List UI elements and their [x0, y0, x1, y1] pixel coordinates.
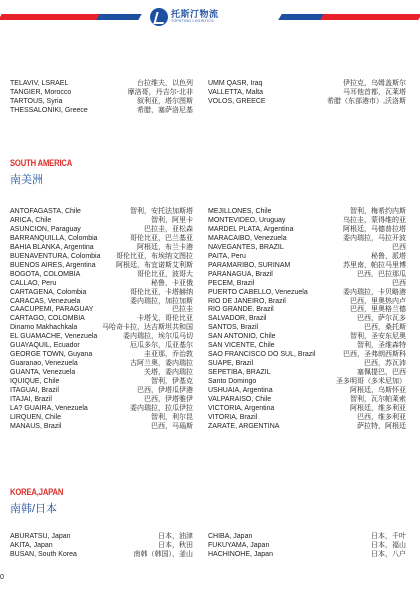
port-name-en: MONTEVIDEO, Uruguay: [208, 216, 286, 224]
port-name-en: PUERTO CABELLO, Venezuela: [208, 288, 308, 296]
port-name-en: THESSALONIKI, Greece: [10, 106, 88, 114]
port-name-en: AKITA, Japan: [10, 541, 53, 549]
port-row: [208, 387, 406, 396]
port-row: [208, 333, 406, 342]
port-row: [208, 217, 406, 226]
port-name-en: SAN ANTONIO, Chile: [208, 333, 276, 341]
port-name-en: CARTAGENA, Colombia: [10, 288, 87, 296]
port-name-en: Dinamo Makhachkala: [10, 324, 78, 332]
port-name-cn: 萨拉特，阿根廷: [357, 422, 406, 430]
port-name-cn: 塞佩提巴，巴西: [357, 369, 406, 377]
port-name-cn: 阿根廷，布宜诺斯艾利斯: [116, 261, 193, 269]
port-name-cn: 智利，圣维森特: [357, 342, 406, 350]
header-stripe-right: [278, 14, 420, 20]
port-row: [10, 244, 193, 253]
port-name-cn: 智利，伊基克: [151, 378, 193, 386]
port-row: [10, 208, 193, 217]
port-row: [208, 423, 406, 432]
port-name-cn: 智利，圣安东尼奥: [350, 333, 406, 341]
page-header: [0, 0, 420, 34]
port-row: [208, 533, 406, 542]
port-name-cn: 智利，阿里卡: [151, 216, 193, 224]
port-name-cn: 哥伦比亚，巴兰基亚: [130, 234, 193, 242]
port-name-en: ANTOFAGASTA, Chile: [10, 208, 81, 215]
port-row: [208, 280, 406, 289]
port-row: [208, 551, 406, 560]
port-row: [10, 333, 193, 342]
port-row: [10, 414, 193, 423]
port-name-cn: 巴西，伊塔瓜伊港: [137, 387, 193, 395]
port-row: [208, 405, 406, 414]
port-name-en: FUKUYAMA, Japan: [208, 541, 270, 549]
port-name-cn: 哥伦比亚，卡塔赫纳: [130, 288, 193, 296]
port-name-en: MARDEL PLATA, Argentina: [208, 225, 294, 233]
port-name-cn: 日本，八户: [371, 550, 406, 558]
port-name-en: PECEM, Brazil: [208, 279, 255, 287]
port-name-en: ARICA, Chile: [10, 216, 52, 224]
port-row: [208, 253, 406, 262]
port-name-en: EL GUAMACHE, Venezuela: [10, 333, 98, 341]
port-name-en: PAITA, Peru: [208, 252, 246, 260]
port-name-cn: 巴西，苏瓦沛: [364, 360, 406, 368]
port-name-cn: 智利，梅希约内斯: [350, 208, 406, 215]
port-name-cn: 希腊，塞萨洛尼基: [137, 106, 193, 114]
port-name-en: USHUAIA, Argentina: [208, 387, 273, 395]
port-name-cn: 日本，千叶: [371, 533, 406, 540]
port-name-en: BARRANQUILLA, Colombia: [10, 234, 98, 242]
port-name-en: LIRQUEN, Chile: [10, 413, 61, 421]
port-name-en: CHIBA, Japan: [208, 533, 253, 540]
port-name-cn: 巴西: [392, 279, 406, 287]
port-row: [208, 244, 406, 253]
port-name-cn: 秘鲁，派塔: [371, 252, 406, 260]
port-row: [10, 98, 193, 107]
company-logo: [150, 7, 219, 27]
port-row: [208, 235, 406, 244]
port-name-en: VALPARAISO, Chile: [208, 396, 272, 404]
port-row: [10, 217, 193, 226]
port-name-cn: 哥伦比亚，波哥大: [137, 270, 193, 278]
port-name-en: ITAGUAI, Brazil: [10, 387, 59, 395]
port-name-cn: 委内瑞拉，加拉加斯: [130, 297, 193, 305]
port-name-cn: 马耳他首都，瓦莱塔: [343, 88, 406, 96]
port-name-cn: 厄瓜多尔，瓜亚基尔: [130, 342, 193, 350]
port-name-en: SEPETIBA, BRAZIL: [208, 369, 271, 377]
logo-icon: [150, 8, 168, 26]
port-name-en: HACHINOHE, Japan: [208, 550, 273, 558]
port-name-en: GEORGE TOWN, Guyana: [10, 351, 93, 359]
port-name-cn: 台拉维夫，以色列: [137, 80, 193, 87]
port-name-cn: 希腊（东部港市）,沃洛斯: [327, 97, 406, 105]
port-name-cn: 巴西，桑托斯: [364, 324, 406, 332]
port-name-cn: 委内瑞拉，马拉开波: [343, 234, 406, 242]
port-name-en: GUAYAQUIL, Ecuador: [10, 342, 80, 350]
port-name-en: CARACAS, Venezuela: [10, 297, 81, 305]
south-america-ports-left: [10, 208, 193, 432]
port-row: [208, 414, 406, 423]
port-row: [208, 351, 406, 360]
port-name-en: TARTOUS, Syria: [10, 97, 63, 105]
port-name-en: VALLETTA, Malta: [208, 88, 263, 96]
port-row: [10, 542, 193, 551]
port-name-cn: 巴西，萨尔瓦多: [357, 315, 406, 323]
port-name-en: UMM QASR, Iraq: [208, 80, 263, 87]
port-name-en: VICTORIA, Argentina: [208, 404, 275, 412]
port-name-en: BUENAVENTURA, Colombia: [10, 252, 101, 260]
port-row: [10, 262, 193, 271]
port-name-en: SAO FRANCISCO DO SUL, Brazil: [208, 351, 316, 359]
port-name-cn: 智利，安托法加斯塔: [130, 208, 193, 215]
port-name-en: ASUNCION, Paraguay: [10, 225, 81, 233]
korea-japan-ports-right: [208, 533, 406, 560]
port-name-cn: 巴西，伊塔雅伊: [144, 396, 193, 404]
port-name-cn: 摩洛哥，丹吉尔-北非: [127, 88, 193, 96]
port-name-en: SAN VICENTE, Chile: [208, 342, 275, 350]
port-row: [208, 289, 406, 298]
korea-japan-ports-left: [10, 533, 193, 560]
port-row: [10, 360, 193, 369]
port-row: [208, 542, 406, 551]
port-row: [208, 324, 406, 333]
port-name-en: Guaranao, Venezuela: [10, 360, 78, 368]
port-name-cn: 阿根廷，乌斯怀亚: [350, 387, 406, 395]
port-name-cn: 巴西，里奥热内卢: [350, 297, 406, 305]
section-title-south-america: SOUTH AMERICA: [10, 158, 73, 168]
port-row: [10, 280, 193, 289]
port-row: [208, 342, 406, 351]
port-row: [10, 405, 193, 414]
port-row: [10, 551, 193, 560]
south-america-ports-right: [208, 208, 406, 432]
port-row: [10, 369, 193, 378]
port-row: [10, 378, 193, 387]
port-row: [208, 98, 406, 107]
port-row: [208, 89, 406, 98]
port-name-en: CALLAO, Peru: [10, 279, 57, 287]
port-row: [208, 271, 406, 280]
port-name-en: SUAPE, Brazil: [208, 360, 254, 368]
port-name-en: MARACAIBO, Venezuela: [208, 234, 287, 242]
port-name-cn: 古阿兰奥，委内瑞拉: [130, 360, 193, 368]
port-name-en: BAHIA BLANKA, Argentina: [10, 243, 94, 251]
page-number: 0: [0, 574, 4, 581]
port-name-cn: 圭亚那，乔治敦: [144, 351, 193, 359]
port-row: [10, 235, 193, 244]
port-name-en: GUANTA, Venezuela: [10, 369, 76, 377]
port-row: [10, 387, 193, 396]
port-name-cn: 阿根廷，布兰卡港: [137, 243, 193, 251]
port-row: [208, 208, 406, 217]
port-name-cn: 委内瑞拉，卡贝略港: [343, 288, 406, 296]
port-name-cn: 日本，秋田: [158, 541, 193, 549]
section-title-korea-japan: KOREA,JAPAN: [10, 487, 64, 497]
port-name-en: VITORIA, Brazil: [208, 413, 258, 421]
port-name-cn: 巴西，里奥格兰德: [350, 306, 406, 314]
port-name-cn: 智利，利尔昆: [151, 413, 193, 421]
section-subtitle-south-america: 南美洲: [10, 174, 43, 186]
port-name-cn: 伊拉克，乌姆盖斯尔: [343, 80, 406, 87]
port-row: [10, 298, 193, 307]
port-name-cn: 关塔，委内瑞拉: [144, 369, 193, 377]
port-name-cn: 巴西，维多利亚: [357, 413, 406, 421]
port-row: [208, 226, 406, 235]
port-name-en: BUENOS AIRES, Argentina: [10, 261, 96, 269]
port-name-cn: 日本，油津: [158, 533, 193, 540]
port-row: [10, 253, 193, 262]
port-name-en: SALVADOR, Brazil: [208, 315, 267, 323]
port-name-cn: 巴西，巴拉那瓜: [357, 270, 406, 278]
port-name-en: RIO DE JANEIRO, Brazil: [208, 297, 286, 305]
port-name-cn: 卡塔戈，哥伦比亚: [137, 315, 193, 323]
port-row: [208, 396, 406, 405]
port-name-cn: 圣多明哥（多米尼加）: [336, 378, 406, 386]
port-name-en: Santo Domingo: [208, 378, 257, 386]
port-name-en: LA? GUAIRA, Venezuela: [10, 404, 88, 412]
port-name-cn: 乌拉圭，蒙得维的亚: [343, 216, 406, 224]
port-row: [10, 396, 193, 405]
port-name-cn: 巴拉圭: [172, 306, 193, 314]
logo-name-cn: 托斯汀物流: [171, 9, 219, 20]
port-name-cn: 巴拉圭，亚松森: [144, 225, 193, 233]
port-row: [10, 80, 193, 89]
port-name-en: CARTAGO, COLOMBIA: [10, 315, 85, 323]
port-row: [208, 360, 406, 369]
port-row: [10, 107, 193, 116]
port-row: [10, 324, 193, 333]
port-name-cn: 日本，福山: [371, 541, 406, 549]
port-row: [208, 262, 406, 271]
port-name-cn: 委内瑞拉，埃尔瓜马切: [123, 333, 193, 341]
port-name-en: NAVEGANTES, BRAZIL: [208, 243, 284, 251]
port-row: [10, 351, 193, 360]
port-name-en: IQUIQUE, Chile: [10, 378, 60, 386]
port-name-cn: 阿根廷，马德普拉塔: [343, 225, 406, 233]
port-name-en: RIO GRANDE. Brazil: [208, 306, 274, 314]
port-name-cn: 委内瑞拉，拉瓜伊拉: [130, 404, 193, 412]
port-row: [10, 342, 193, 351]
port-row: [208, 378, 406, 387]
port-name-cn: 南韩（韩国），釜山: [133, 550, 193, 558]
port-name-en: BUSAN, South Korea: [10, 550, 77, 558]
port-row: [10, 289, 193, 298]
port-name-en: MEJILLONES, Chile: [208, 208, 272, 215]
port-name-en: PARAMARIBO, SURINAM: [208, 261, 291, 269]
logo-name-en: TOPSTING LOGISTICS: [171, 19, 214, 24]
port-row: [10, 89, 193, 98]
port-row: [208, 80, 406, 89]
port-name-cn: 马哈奇卡拉，达吉斯坦共和国: [102, 324, 193, 332]
port-name-cn: 巴西，圣弗朗西斯科: [343, 351, 406, 359]
port-name-cn: 哥伦比亚，布埃纳文图拉: [116, 252, 193, 260]
port-name-cn: 叙利亚，塔尔图斯: [137, 97, 193, 105]
port-name-en: ABURATSU, Japan: [10, 533, 71, 540]
top-ports-right: [208, 80, 406, 107]
port-name-en: MANAUS, Brazil: [10, 422, 62, 430]
port-name-cn: 巴西: [392, 243, 406, 251]
port-name-cn: 苏里南，帕拉马里博: [343, 261, 406, 269]
port-name-en: VOLOS, GREECE: [208, 97, 266, 105]
port-name-en: PARANAGUA, Brazil: [208, 270, 273, 278]
port-name-en: TANGIER, Morocco: [10, 88, 72, 96]
port-name-en: CAACUPEMI, PARAGUAY: [10, 306, 94, 314]
port-row: [10, 226, 193, 235]
port-name-cn: 阿根廷，维多利亚: [350, 404, 406, 412]
port-name-en: TELAVIV, LSRAEL: [10, 80, 69, 87]
port-name-en: ZARATE, ARGENTINA: [208, 422, 280, 430]
port-name-cn: 巴西，马瑙斯: [151, 422, 193, 430]
port-name-en: BOGOTA, COLOMBIA: [10, 270, 81, 278]
port-row: [10, 533, 193, 542]
port-name-cn: 秘鲁，卡亚俄: [151, 279, 193, 287]
top-ports-left: [10, 80, 193, 116]
port-name-en: SANTOS, Brazil: [208, 324, 259, 332]
port-name-en: ITAJAI, Brazil: [10, 396, 52, 404]
section-subtitle-korea-japan: 南韩/日本: [10, 503, 58, 515]
header-stripe-left: [0, 14, 142, 20]
port-row: [10, 423, 193, 432]
port-name-cn: 智利，瓦尔帕莱索: [350, 396, 406, 404]
port-row: [10, 271, 193, 280]
port-row: [208, 369, 406, 378]
